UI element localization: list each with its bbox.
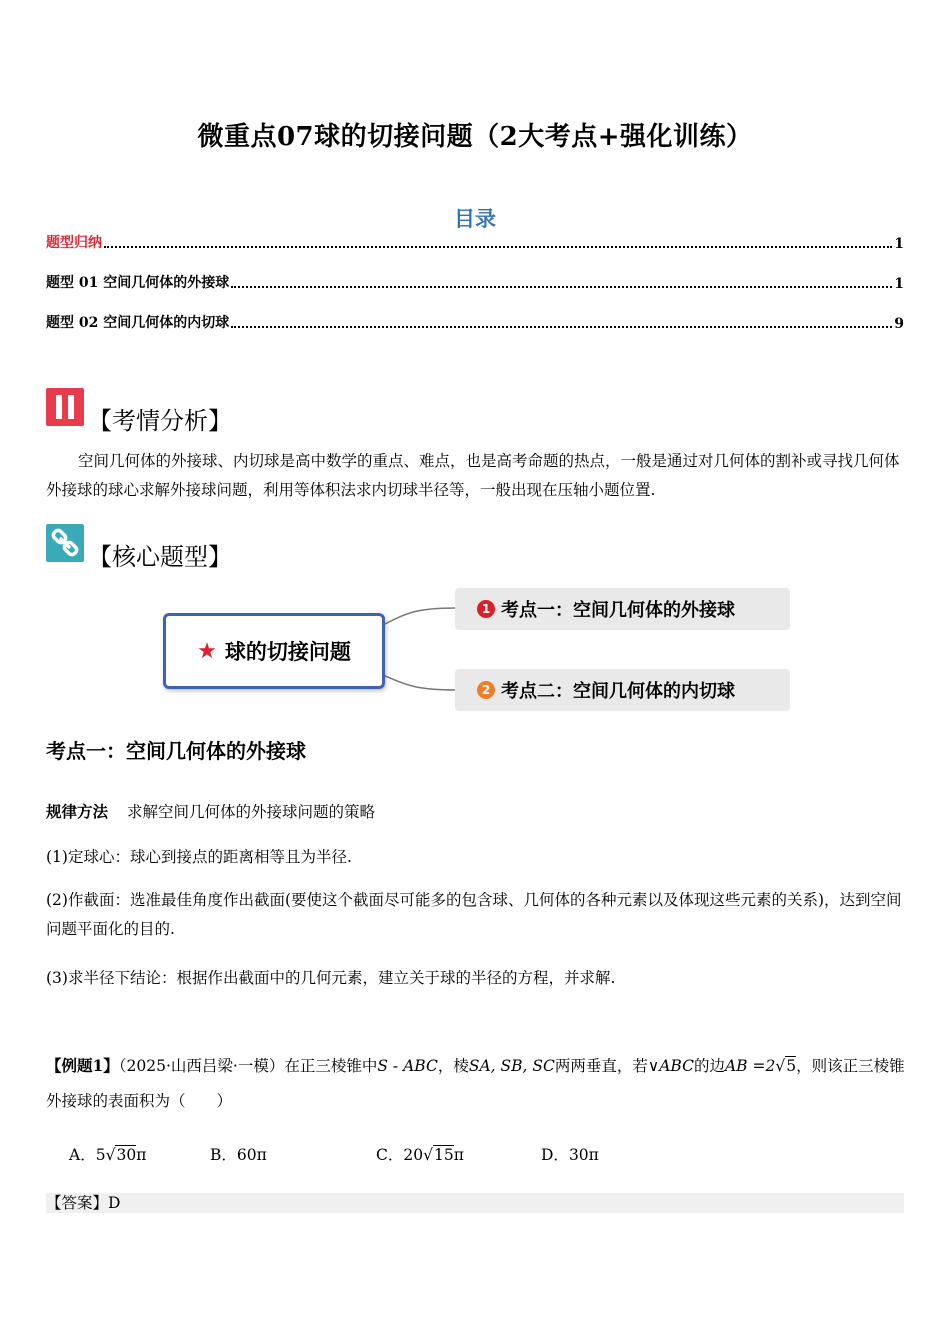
option-b[interactable] <box>210 1143 267 1165</box>
example-text: 的边 <box>693 1057 725 1075</box>
mindmap-root-label: 球的切接问题 <box>224 640 351 664</box>
answer-value: D <box>108 1194 121 1212</box>
math-radicand: 5 <box>786 1057 797 1075</box>
step-text: (3)求半径下结论：根据作出截面中的几何元素，建立关于球的半径的方程，并求解. <box>46 969 616 987</box>
toc-row[interactable] <box>46 312 904 332</box>
method-label: 规律方法 <box>46 802 109 821</box>
answer-bar <box>46 1193 904 1213</box>
toc-leader <box>231 325 892 328</box>
toc-leader <box>104 245 892 248</box>
option-label: B． <box>210 1146 237 1164</box>
mindmap-branch[interactable] <box>455 669 790 711</box>
mindmap-branch-label: 考点一：空间几何体的外接球 <box>501 600 735 621</box>
option-c[interactable]: C．20√15π <box>376 1146 464 1164</box>
toc-row-label: 题型 02 空间几何体的内切球 <box>46 315 230 331</box>
example-text: ，棱 <box>437 1057 469 1075</box>
pause-bars-icon <box>46 388 84 426</box>
option-radicand: 15 <box>434 1146 454 1164</box>
toc-row-page: 1 <box>894 276 904 292</box>
mindmap-connectors <box>378 600 458 696</box>
mindmap-branch[interactable] <box>455 588 790 630</box>
core-heading: 【核心题型】 <box>88 543 232 571</box>
toc-row-page: 9 <box>894 316 904 332</box>
method-text: 求解空间几何体的外接球问题的策略 <box>126 803 375 821</box>
math-expr: AB =2 <box>724 1057 776 1075</box>
option-label: C． <box>376 1146 404 1164</box>
step-text: (1)定球心：球心到接点的距离相等且为半径. <box>46 848 352 866</box>
answer-label: 【答案】 <box>46 1194 109 1212</box>
example-tag: 【例题1】 <box>46 1056 119 1075</box>
page-title: 微重点07球的切接问题（2大考点+强化训练） <box>197 122 753 152</box>
example-text: ，则该正三棱锥外接球的表面积为（ ） <box>46 1057 905 1110</box>
math-expr: ∨ABC <box>647 1057 694 1075</box>
section-title: 考点一：空间几何体的外接球 <box>46 739 306 763</box>
mindmap-branch-label: 考点二：空间几何体的内切球 <box>501 681 735 702</box>
example-text: 在正三棱锥中 <box>284 1057 378 1075</box>
option-label: D． <box>541 1146 569 1164</box>
math-expr: SA, SB, SC <box>468 1057 555 1075</box>
star-icon: ★ <box>197 638 217 664</box>
toc-leader <box>231 285 892 288</box>
number-badge-icon: 2 <box>477 681 495 699</box>
example-source: （2025·山西吕梁·一模） <box>118 1057 285 1075</box>
toc-row-label: 题型 01 空间几何体的外接球 <box>46 275 230 291</box>
option-radicand: 30 <box>116 1146 137 1164</box>
toc-row-page: 1 <box>894 236 904 252</box>
step-text: (2)作截面：选准最佳角度作出截面(要使这个截面尽可能多的包含球、几何体的各种元素以及体现这些元素的关系)，达到空间问题平面化的目的. <box>46 891 902 938</box>
option-value: 30π <box>568 1146 599 1164</box>
toc-row-label: 题型归纳 <box>46 235 102 251</box>
mindmap-root[interactable] <box>163 613 385 689</box>
option-d[interactable] <box>541 1143 599 1165</box>
analysis-heading: 【考情分析】 <box>88 407 232 435</box>
option-value: 20 <box>403 1146 424 1164</box>
option-value: 5 <box>95 1146 106 1164</box>
toc-row[interactable] <box>46 272 904 292</box>
option-value: π <box>453 1146 464 1164</box>
toc-heading: 目录 <box>454 206 496 231</box>
number-badge-icon: 1 <box>477 600 495 618</box>
toc-row[interactable] <box>46 232 904 252</box>
option-value: π <box>136 1146 147 1164</box>
analysis-text: 空间几何体的外接球、内切球是高中数学的重点、难点，也是高考命题的热点，一般是通过对几何体的割补或寻找几何体外接球的球心求解外接球问题，利用等体积法求内切球半径等，一般出现在压轴小题位置. <box>46 452 900 499</box>
math-expr: S - ABC <box>377 1057 438 1075</box>
example-question: 【例题1】（2025·山西吕梁·一模）在正三棱锥中S - ABC，棱SA, SB, SC两两垂直，若∨ABC的边AB =2√5，则该正三棱锥外接球的表面积为（ ） <box>46 1056 905 1110</box>
option-label: A． <box>69 1146 96 1164</box>
link-icon <box>46 524 84 562</box>
option-value: 60π <box>236 1146 267 1164</box>
example-text: 两两垂直，若 <box>554 1057 648 1075</box>
method-line <box>46 800 375 822</box>
option-a[interactable]: A．5√30π <box>69 1146 147 1164</box>
